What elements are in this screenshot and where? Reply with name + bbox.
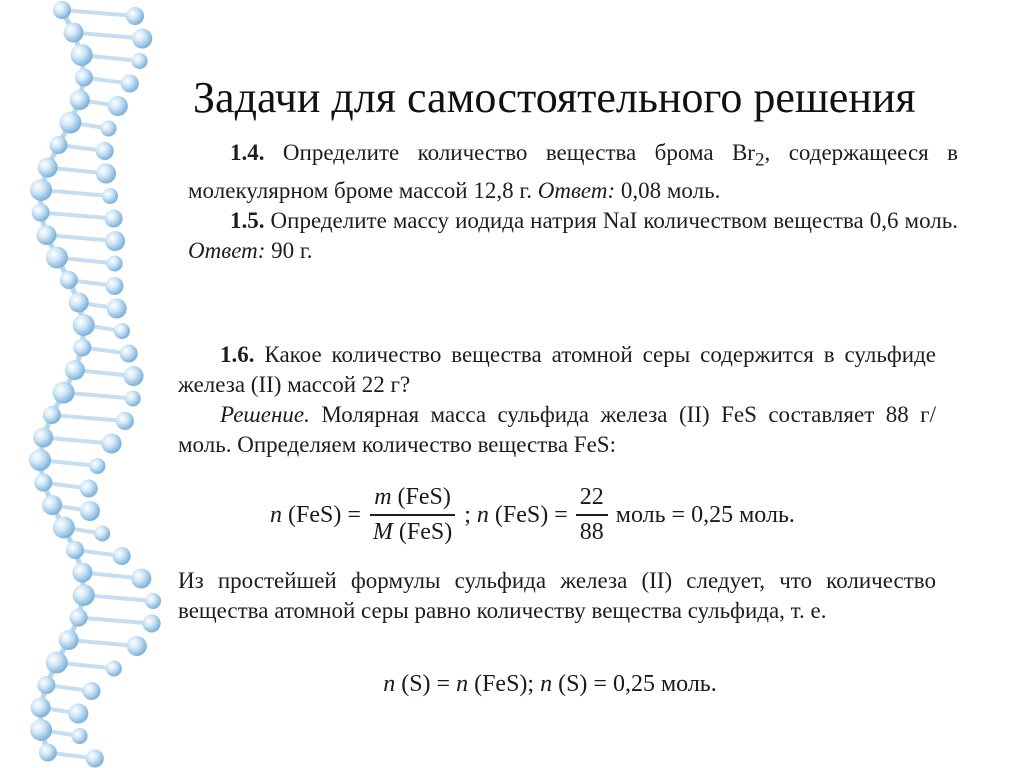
atom-sphere xyxy=(96,142,114,160)
answer-label: Ответ: xyxy=(537,177,616,203)
formula-result: моль = 0,25 моль. xyxy=(615,501,795,528)
atom-sphere xyxy=(75,69,93,87)
atom-sphere xyxy=(46,247,68,269)
m-symbol: m xyxy=(374,484,392,510)
formula2-part2: (FeS); xyxy=(474,671,535,697)
atom-sphere xyxy=(94,526,110,542)
atom-sphere xyxy=(33,428,53,448)
problem-text: Определите количество вещества брома Br xyxy=(282,140,755,165)
atom-sphere xyxy=(89,458,105,474)
atom-sphere xyxy=(96,164,116,184)
atom-sphere xyxy=(65,360,85,380)
problem-number: 1.5. xyxy=(230,207,265,233)
atom-sphere xyxy=(121,75,139,93)
problem-1-6-conclusion xyxy=(178,566,936,626)
answer-value: 90 г. xyxy=(271,237,313,263)
n-symbol: n xyxy=(270,501,282,528)
atom-sphere xyxy=(73,339,91,357)
atom-sphere xyxy=(101,121,117,137)
atom-sphere xyxy=(59,112,81,134)
n-symbol: n xyxy=(383,671,396,697)
problem-1-6 xyxy=(178,340,936,460)
chain-bond xyxy=(62,10,135,16)
atom-sphere xyxy=(143,615,161,633)
problem-1-4 xyxy=(188,138,958,206)
atom-sphere xyxy=(32,204,50,222)
formula2-part1: (S) = xyxy=(401,671,451,697)
denominator-text: (FeS) xyxy=(398,519,453,545)
atom-sphere xyxy=(34,474,52,492)
atom-sphere xyxy=(60,271,78,289)
atom-sphere xyxy=(86,750,104,768)
chain-bond xyxy=(52,415,125,421)
chain-bond xyxy=(73,33,142,39)
atom-sphere xyxy=(113,547,131,565)
atom-sphere xyxy=(124,366,144,386)
atom-sphere xyxy=(42,495,62,515)
solution-label: Решение. xyxy=(220,402,310,427)
n-symbol: n xyxy=(476,501,489,528)
atom-sphere xyxy=(72,563,92,583)
n-symbol: n xyxy=(456,671,469,697)
problem-1-5 xyxy=(188,206,958,266)
numerator-text: (FeS) xyxy=(397,484,451,510)
atom-sphere xyxy=(68,704,88,724)
atom-sphere xyxy=(80,480,98,498)
atom-sphere xyxy=(131,569,151,589)
fraction-numerator xyxy=(370,484,455,516)
page-title: Задачи для самостоятельного решения xyxy=(193,73,916,122)
formula2-part3: (S) = 0,25 моль. xyxy=(558,671,717,697)
chain-bond xyxy=(43,438,111,444)
atom-sphere xyxy=(66,541,84,559)
atom-sphere xyxy=(43,406,61,424)
atom-sphere xyxy=(31,698,51,718)
atom-sphere xyxy=(102,434,122,454)
atom-sphere xyxy=(73,584,95,606)
atom-sphere xyxy=(50,136,68,154)
atom-sphere xyxy=(70,609,88,627)
atom-sphere xyxy=(126,7,144,25)
problem-number: 1.6. xyxy=(220,342,255,367)
atom-sphere xyxy=(59,630,79,650)
problem-1-6-statement xyxy=(178,340,936,400)
atom-sphere xyxy=(132,29,152,49)
subscript: 2 xyxy=(754,149,765,171)
problem-number: 1.4. xyxy=(230,140,265,165)
atom-sphere xyxy=(105,231,125,251)
fraction-numerator: 22 xyxy=(576,484,608,516)
atom-sphere xyxy=(38,158,58,178)
formula-amount-fes xyxy=(270,480,795,550)
answer-value: 0,08 моль. xyxy=(620,177,721,203)
problem-1-6-solution xyxy=(178,400,936,460)
atom-sphere xyxy=(106,277,124,295)
atom-sphere xyxy=(72,728,88,744)
fraction-denominator: 88 xyxy=(579,519,604,545)
fraction-m-over-M xyxy=(369,484,456,546)
problem-text: Определите массу иодида натрия NaI количеством вещества 0,6 моль. xyxy=(270,207,958,233)
atom-sphere xyxy=(30,179,52,201)
chain-bond xyxy=(46,235,115,241)
formula-lhs: (FeS) = xyxy=(288,501,361,528)
atom-sphere xyxy=(107,256,123,272)
solution-text: Молярная масса сульфида железа (II) FeS составляет 88 г/моль. Определяем количество вещества FeS: xyxy=(178,402,937,457)
atom-sphere xyxy=(70,90,90,110)
chain-bond xyxy=(41,213,114,219)
fraction-22-over-88 xyxy=(576,484,608,546)
fraction-denominator xyxy=(369,516,456,546)
problems-1-4-1-5 xyxy=(188,138,958,266)
atom-sphere xyxy=(108,96,128,116)
atom-sphere xyxy=(73,314,95,336)
chain-bond xyxy=(69,640,137,646)
problem-text-cont: , содержащееся в молекулярном броме массой 12,8 г. xyxy=(188,140,959,203)
atom-sphere xyxy=(29,449,51,471)
atom-sphere xyxy=(127,636,147,656)
atom-sphere xyxy=(114,323,130,339)
atom-sphere xyxy=(102,188,118,204)
atom-sphere xyxy=(36,225,56,245)
atom-sphere xyxy=(63,23,83,43)
atom-sphere xyxy=(120,345,138,363)
atom-sphere xyxy=(116,412,134,430)
formula-rhs-lhs: (FeS) = xyxy=(494,501,568,528)
atom-sphere xyxy=(39,744,57,762)
formula-amount-sulfur xyxy=(0,668,1024,700)
atom-sphere xyxy=(69,293,89,313)
atom-sphere xyxy=(145,593,161,609)
atom-sphere xyxy=(71,44,93,66)
answer-label: Ответ: xyxy=(188,237,266,263)
atom-sphere xyxy=(53,517,75,539)
atom-sphere xyxy=(30,719,52,741)
atom-sphere xyxy=(107,299,127,319)
M-symbol: M xyxy=(372,519,393,545)
problem-text: Какое количество вещества атомной серы содержится в сульфиде железа (II) массой 22 г? xyxy=(178,342,937,397)
atom-sphere xyxy=(53,382,75,404)
atom-sphere xyxy=(125,391,141,407)
atom-sphere xyxy=(80,501,100,521)
molecule-chain-decoration xyxy=(0,0,175,768)
formula-separator: ; xyxy=(464,501,471,528)
atom-sphere xyxy=(105,210,123,228)
atom-sphere xyxy=(132,53,148,69)
n-symbol: n xyxy=(540,671,553,697)
conclusion-text: Из простейшей формулы сульфида железа (II) следует, что количество вещества атомной серы равно количеству вещества сульфида, т. е. xyxy=(178,568,936,623)
chain-bond xyxy=(79,618,152,624)
atom-sphere xyxy=(53,1,71,19)
